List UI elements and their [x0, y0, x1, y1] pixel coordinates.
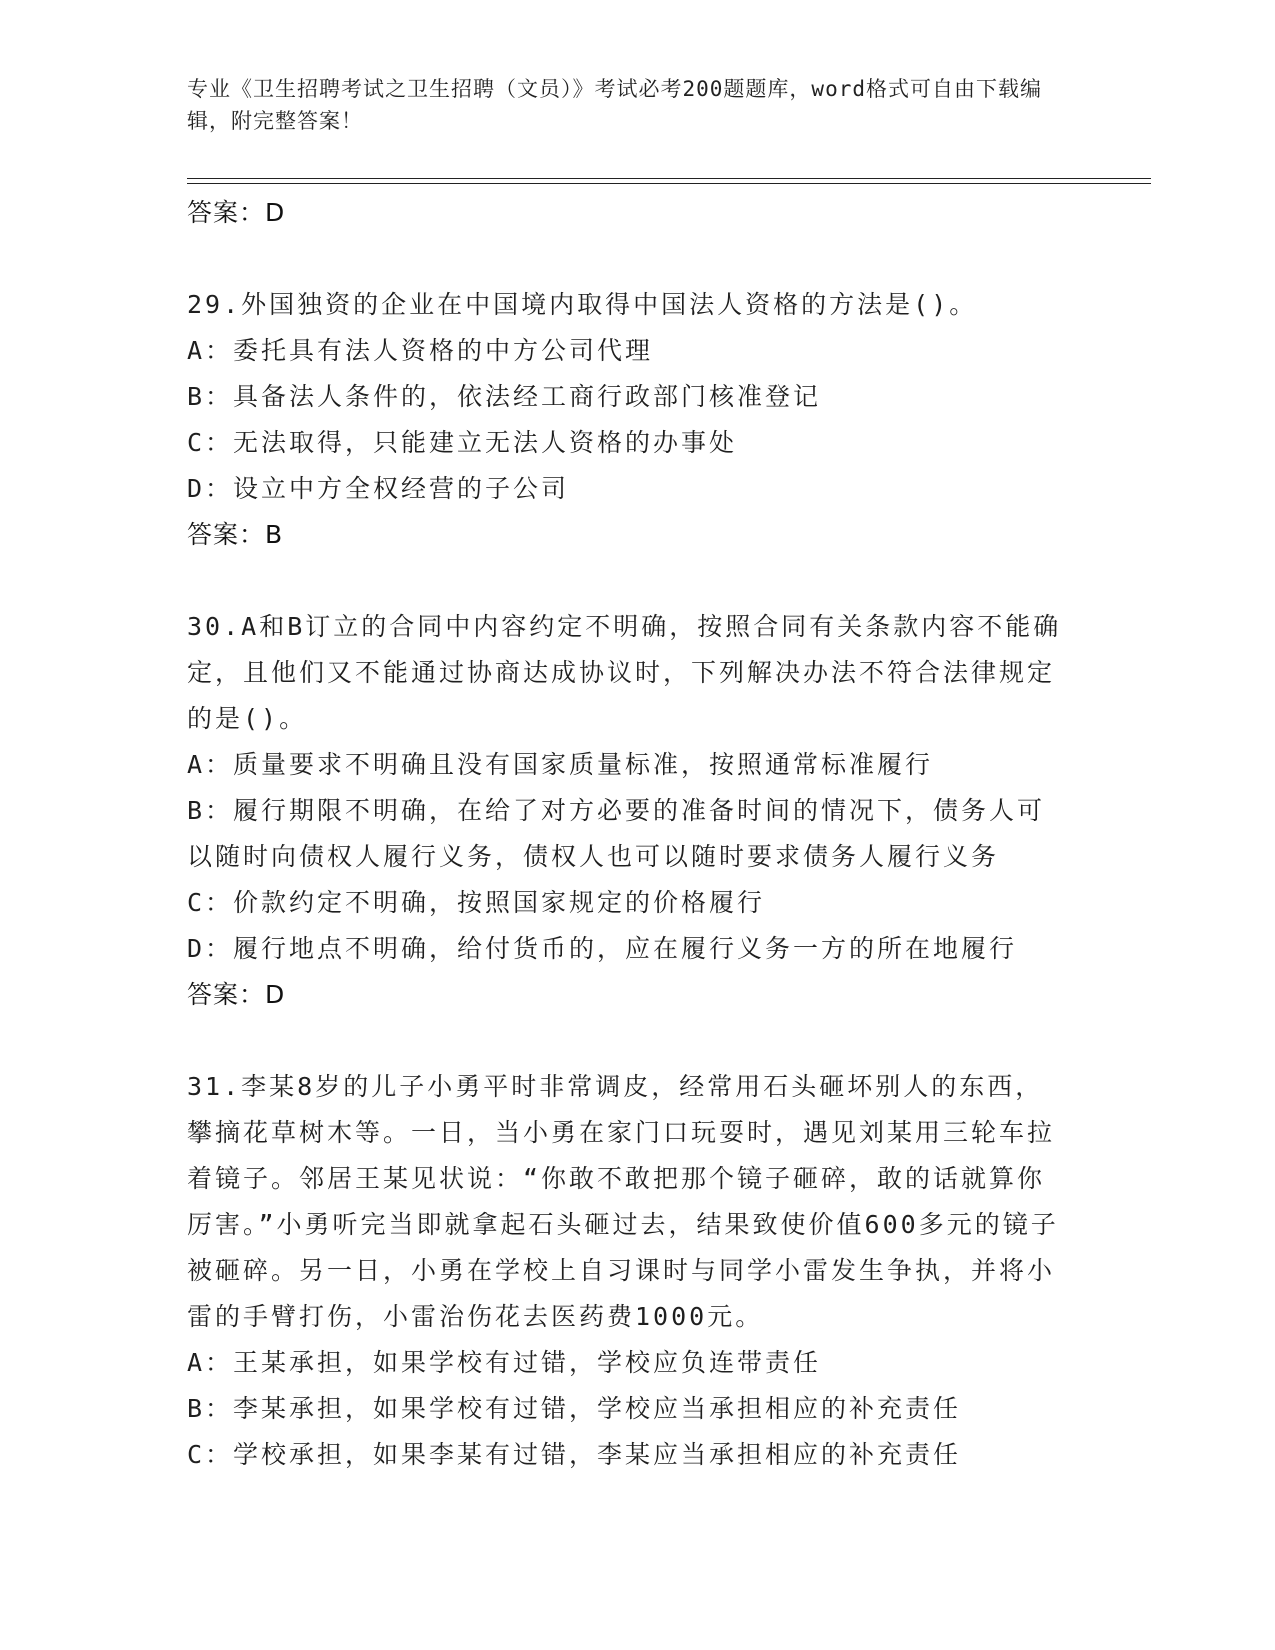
previous-question-answer: 答案：D — [187, 198, 286, 227]
document-header: 专业《卫生招聘考试之卫生招聘（文员）》考试必考200题题库，word格式可自由下载编辑，附完整答案！ — [187, 77, 1042, 133]
option-a: A：委托具有法人资格的中方公司代理 — [187, 336, 654, 365]
option-b: B：具备法人条件的，依法经工商行政部门核准登记 — [187, 382, 822, 411]
option-c: C：学校承担，如果李某有过错，李某应当承担相应的补充责任 — [187, 1440, 962, 1469]
header-divider-bottom — [187, 183, 1151, 184]
option-d: D：设立中方全权经营的子公司 — [187, 474, 570, 503]
option-a: A：王某承担，如果学校有过错，学校应负连带责任 — [187, 1348, 822, 1377]
option-b: B：履行期限不明确，在给了对方必要的准备时间的情况下，债务人可以随时向债权人履行义务，债权人也可以随时要求债务人履行义务 — [187, 796, 1046, 871]
question-answer: 答案：B — [187, 520, 284, 549]
option-a: A：质量要求不明确且没有国家质量标准，按照通常标准履行 — [187, 750, 934, 779]
question-29 — [187, 282, 1087, 558]
header-divider-top — [187, 178, 1151, 179]
option-c: C：无法取得，只能建立无法人资格的办事处 — [187, 428, 738, 457]
question-31 — [187, 1064, 1087, 1478]
question-text: 30.A和B订立的合同中内容约定不明确，按照合同有关条款内容不能确定，且他们又不能通过协商达成协议时，下列解决办法不符合法律规定的是()。 — [187, 612, 1062, 733]
option-b: B：李某承担，如果学校有过错，学校应当承担相应的补充责任 — [187, 1394, 962, 1423]
document-body — [187, 190, 1087, 1478]
question-answer: 答案：D — [187, 980, 286, 1009]
option-d: D：履行地点不明确，给付货币的，应在履行义务一方的所在地履行 — [187, 934, 1018, 963]
question-text: 29.外国独资的企业在中国境内取得中国法人资格的方法是()。 — [187, 290, 978, 319]
question-30 — [187, 604, 1087, 1018]
option-c: C：价款约定不明确，按照国家规定的价格履行 — [187, 888, 766, 917]
question-text: 31.李某8岁的儿子小勇平时非常调皮，经常用石头砸坏别人的东西，攀摘花草树木等。一日，当小勇在家门口玩耍时，遇见刘某用三轮车拉着镜子。邻居王某见状说：“你敢不敢把那个镜子砸碎，敢的话就算你厉害。”小勇听完当即就拿起石头砸过去，结果致使价值600多元的镜子被砸碎。另一日，小勇在学校上自习课时与同学小雷发生争执，并将小雷的手臂打伤，小雷治伤花去医药费1000元。 — [187, 1072, 1059, 1331]
